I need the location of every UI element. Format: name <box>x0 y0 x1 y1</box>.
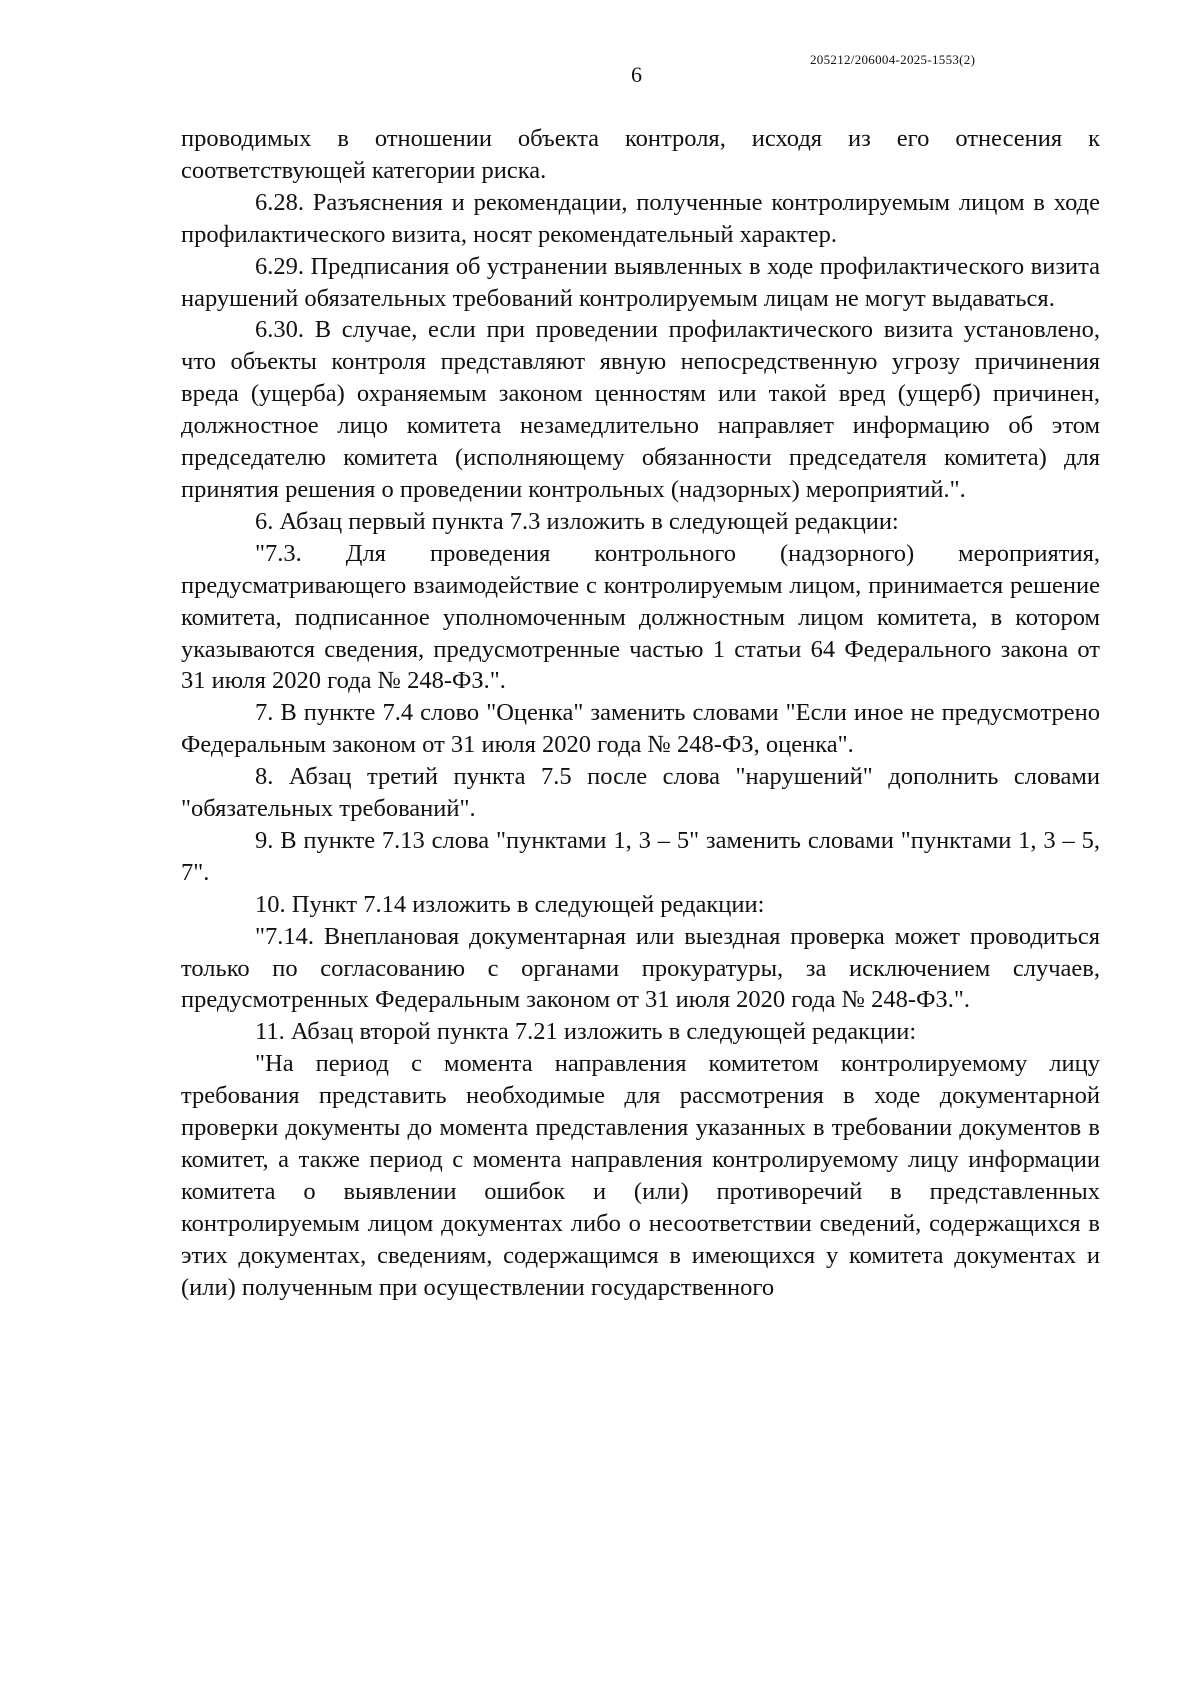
paragraph-6-29: 6.29. Предписания об устранении выявленных в ходе профилактического визита нарушений обязательных требований контролируемым лицам не могут выдаваться. <box>181 252 1100 312</box>
amendment-9: 9. В пункте 7.13 слова "пунктами 1, 3 – 5" заменить словами "пунктами 1, 3 – 5, 7". <box>181 826 1100 886</box>
paragraph-6-30: 6.30. В случае, если при проведении профилактического визита установлено, что объекты контроля представляют явную непосредственную угрозу причинения вреда (ущерба) охраняемым законом ценностям или такой вред (ущерб) причинен, должностное лицо комитета незамедлительно направляет информацию об этом председателю комитета (исполняющему обязанности председателя комитета) для принятия решения о проведении контрольных (надзорных) мероприятий.". <box>181 316 1100 503</box>
page-number: 6 <box>631 62 642 87</box>
paragraph-6-28: 6.28. Разъяснения и рекомендации, полученные контролируемым лицом в ходе профилактического визита, носят рекомендательный характер. <box>181 188 1100 248</box>
amendment-6: 6. Абзац первый пункта 7.3 изложить в следующей редакции: <box>255 507 899 535</box>
paragraph-continuation: проводимых в отношении объекта контроля, исходя из его отнесения к соответствующей категории риска. <box>181 125 1100 184</box>
amendment-11: 11. Абзац второй пункта 7.21 изложить в следующей редакции: <box>255 1018 917 1046</box>
quoted-paragraph-7-14: "7.14. Внеплановая документарная или выездная проверка может проводиться только по согласованию с органами прокуратуры, за исключением случаев, предусмотренных Федеральным законом от 31 июля 2020 года № 248-ФЗ.". <box>181 922 1100 1014</box>
amendment-7: 7. В пункте 7.4 слово "Оценка" заменить словами "Если иное не предусмотрено Федеральным законом от 31 июля 2020 года № 248-ФЗ, оценка". <box>181 699 1100 759</box>
document-body <box>181 123 1100 1304</box>
quoted-paragraph-7-3: "7.3. Для проведения контрольного (надзорного) мероприятия, предусматривающего взаимодействие с контролируемым лицом, принимается решение комитета, подписанное уполномоченным должностным лицом комитета, в котором указываются сведения, предусмотренные частью 1 статьи 64 Федерального закона от 31 июля 2020 года № 248-ФЗ.". <box>181 539 1100 695</box>
amendment-8: 8. Абзац третий пункта 7.5 после слова "нарушений" дополнить словами "обязательных требований". <box>181 763 1100 823</box>
quoted-paragraph-7-21: "На период с момента направления комитетом контролируемому лицу требования представить необходимые для рассмотрения в ходе документарной проверки документы до момента представления указанных в требовании документов в комитет, а также период с момента направления контролируемому лицу информации комитета о выявлении ошибок и (или) противоречий в представленных контролируемым лицом документах либо о несоответствии сведений, содержащихся в этих документах, сведениям, содержащимся в имеющихся у комитета документах и (или) полученным при осуществлении государственного <box>181 1050 1100 1301</box>
document-id: 205212/206004-2025-1553(2) <box>810 52 976 67</box>
amendment-10: 10. Пункт 7.14 изложить в следующей редакции: <box>255 890 765 918</box>
